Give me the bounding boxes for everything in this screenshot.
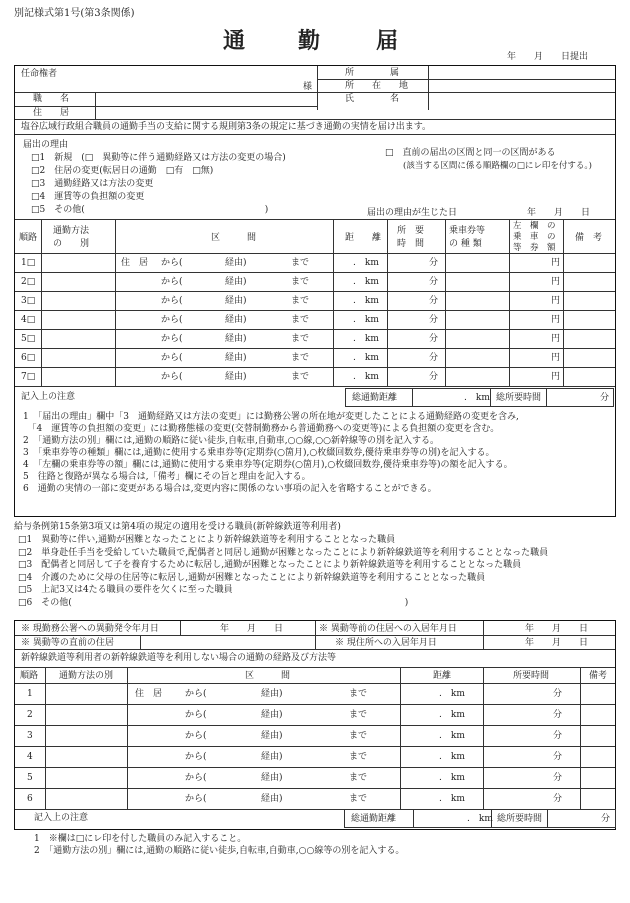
route-row-from: から( (161, 315, 183, 325)
shin-row-number: 5 (27, 773, 33, 783)
move-date-label: ※ 異動等前の住居への入居年月日 (319, 624, 457, 634)
route-row-number[interactable]: 5□ (21, 334, 36, 344)
main-form-box (14, 65, 616, 517)
shin-row-min[interactable]: 分 (553, 752, 563, 762)
total-time-value[interactable]: 分 (600, 393, 610, 403)
route-row-to: まで (291, 277, 310, 287)
route-row-line (15, 367, 615, 368)
route-row-from: から( (161, 258, 183, 268)
shinkansen-box (14, 620, 616, 830)
route-row-number[interactable]: 3□ (21, 296, 36, 306)
route-row-to: まで (291, 372, 310, 382)
shin-row-to: まで (349, 752, 368, 762)
address-label: 住 居 (33, 108, 70, 118)
shin-route-heading: 新幹線鉄道等利用者の新幹線鉄道等を利用しない場合の通勤の経路及び方法等 (21, 653, 337, 663)
shin-row-number: 6 (27, 794, 33, 804)
route-row-from: から( (161, 372, 183, 382)
header-time-1: 所 要 (397, 226, 425, 236)
shin-header-order: 順路 (20, 671, 39, 681)
reason-date-label: 届出の理由が生じた日 (367, 208, 458, 218)
route-row-via: 経由) (225, 296, 247, 306)
shin-total-distance-label: 総通勤距離 (351, 814, 397, 824)
shin-row-number: 1 (27, 689, 33, 699)
shin-row-via: 経由) (261, 689, 283, 699)
route-row-km[interactable]: . km (353, 258, 379, 268)
shin-note: 1 ※欄は□にレ印を付した職員のみ記入すること。 (34, 834, 247, 844)
route-row-to: まで (291, 353, 310, 363)
reason-4[interactable]: □4 運賃等の負担額の変更 (31, 192, 145, 202)
route-row-number[interactable]: 1□ (21, 258, 36, 268)
route-note: 6 通勤の実情の一部に変更がある場合は,変更内容に関係のない事項の記入を省略することができる。 (23, 484, 437, 494)
shin-total-time-label: 総所要時間 (497, 814, 543, 824)
shin-row-min[interactable]: 分 (553, 710, 563, 720)
sama-label: 様 (303, 82, 313, 92)
transfer-date-label: ※ 現勤務公署への異動発令年月日 (21, 624, 159, 634)
route-row-line (15, 329, 615, 330)
route-row-km[interactable]: . km (353, 296, 379, 306)
shin-row-from: から( (185, 731, 207, 741)
appointer-label: 任命権者 (21, 69, 58, 79)
shin-row-from: から( (185, 710, 207, 720)
route-row-number[interactable]: 6□ (21, 353, 36, 363)
route-row-min[interactable]: 分 (429, 296, 439, 306)
shin-row-via: 経由) (261, 731, 283, 741)
shinkansen-item[interactable]: □2 単身赴任手当を受給していた職員で,配偶者と同居し通勤が困難となったことにより新幹線鉄道等を利用することとなった職員 (18, 547, 549, 558)
route-row-km[interactable]: . km (353, 372, 379, 382)
route-row-min[interactable]: 分 (429, 315, 439, 325)
move-date-value: 年 月 日 (525, 624, 589, 634)
shin-row-line (15, 704, 615, 705)
shinkansen-item[interactable]: □6 その他( ) (18, 597, 409, 608)
shinkansen-item[interactable]: □4 介護のために父母の住居等に転居し,通勤が困難となったことにより新幹線鉄道等を利用することとなった職員 (18, 572, 486, 583)
shin-header-section: 区 間 (245, 671, 291, 681)
shin-header-remarks: 備考 (589, 671, 608, 681)
route-note: 4 「左欄の乗車券等の額」欄には,通勤に使用する乗車券等(定期券(○箇月),○枚綴回数券,優待乗車券等)の額を記入する。 (23, 460, 513, 470)
shinkansen-item[interactable]: □3 配偶者と同居して子を養育するために転居し,通勤が困難となったことにより新幹線鉄道等を利用することとなった職員 (18, 560, 522, 570)
route-note: 1 「届出の理由」欄中「3 通勤経路又は方法の変更」には勤務公署の所在地が変更したことによる通勤経路の変更を含み, (23, 412, 519, 422)
route-row-to: まで (291, 334, 310, 344)
reason-heading: 届出の理由 (23, 140, 69, 150)
shin-row-via: 経由) (261, 752, 283, 762)
route-row-from: から( (161, 353, 183, 363)
route-note: 「4 運賃等の負担額の変更」には勤務態様の変更(交替制勤務から普通勤務への変更等)による負担額の変更を含む。 (23, 424, 500, 434)
total-distance-value[interactable]: . km (464, 393, 490, 403)
route-row-via: 経由) (225, 372, 247, 382)
shin-row-km[interactable]: . km (439, 689, 465, 699)
route-row-yen[interactable]: 円 (551, 277, 561, 287)
route-row-to: まで (291, 258, 310, 268)
header-remarks: 備 考 (575, 233, 603, 243)
header-distance: 距 離 (345, 233, 382, 243)
route-row-from: から( (161, 296, 183, 306)
route-row-yen[interactable]: 円 (551, 372, 561, 382)
shin-row-number: 3 (27, 731, 33, 741)
reason-2[interactable]: □2 住居の変更(転居日の通勤 □有 □無) (31, 166, 214, 176)
route-row-yen[interactable]: 円 (551, 353, 561, 363)
same-section-note: (該当する区間に係る順路欄の□にレ印を付する。) (403, 161, 592, 171)
form-number: 別記様式第1号(第3条関係) (14, 8, 135, 19)
shin-row-km[interactable]: . km (439, 710, 465, 720)
route-note: 3 「乗車券等の種類」欄には,通勤に使用する乗車券等(定期券(○箇月),○枚綴回数券,優待乗車券等の別)を記入する。 (23, 448, 495, 458)
reason-1[interactable]: □1 新規 (□ 異動等に伴う通勤経路又は方法の変更の場合) (31, 153, 286, 163)
route-row-km[interactable]: . km (353, 277, 379, 287)
shin-row-km[interactable]: . km (439, 752, 465, 762)
header-ticket-2: の 種 類 (449, 239, 482, 249)
shinkansen-item[interactable]: □1 異動等に伴い,通勤が困難となったことにより新幹線鉄道等を利用することとなった職員 (18, 535, 396, 545)
shin-row-line (15, 767, 615, 768)
same-section-check[interactable]: □ 直前の届出の区間と同一の区間がある (385, 148, 556, 158)
shin-row-from: から( (185, 794, 207, 804)
shin-total-time-value[interactable]: 分 (601, 814, 611, 824)
route-row-number[interactable]: 2□ (21, 277, 36, 287)
shinkansen-item[interactable]: □5 上記3又は4たる職員の要件を欠くに至った職員 (18, 585, 233, 595)
shin-row-min[interactable]: 分 (553, 731, 563, 741)
shin-row-from: から( (185, 752, 207, 762)
shin-header-method: 通勤方法の別 (59, 671, 114, 681)
shin-row-from: から( (185, 773, 207, 783)
shin-row-to: まで (349, 794, 368, 804)
submission-date: 年 月 日提出 (507, 52, 589, 62)
transfer-date-value: 年 月 日 (220, 624, 284, 634)
route-row-min[interactable]: 分 (429, 258, 439, 268)
route-row-number[interactable]: 4□ (21, 315, 36, 325)
route-row-via: 経由) (225, 258, 247, 268)
shin-row-number: 4 (27, 752, 33, 762)
shin-note: 2 「通勤方法の別」欄には,通勤の順路に従い徒歩,自転車,自動車,○○線等の別を記入する。 (34, 846, 405, 856)
route-row-yen[interactable]: 円 (551, 315, 561, 325)
route-row-via: 経由) (225, 334, 247, 344)
location-label: 所 在 地 (345, 81, 409, 91)
route-row-line (15, 310, 615, 311)
total-time-label: 総所要時間 (496, 393, 542, 403)
cur-home-date-label: ※ 現住所への入居年月日 (335, 638, 437, 648)
shin-row-via: 経由) (261, 773, 283, 783)
route-row-min[interactable]: 分 (429, 353, 439, 363)
route-row-from: から( (161, 334, 183, 344)
header-fare-1: 左 欄 の (513, 221, 556, 231)
route-row-line (15, 348, 615, 349)
total-distance-label: 総通勤距離 (352, 393, 398, 403)
shin-row-to: まで (349, 689, 368, 699)
name-label: 氏 名 (345, 94, 400, 104)
shin-row-via: 経由) (261, 710, 283, 720)
header-section: 区 間 (211, 233, 257, 243)
reason-date-value: 年 月 日 (527, 208, 591, 218)
route-row-min[interactable]: 分 (429, 334, 439, 344)
reason-3[interactable]: □3 通勤経路又は方法の変更 (31, 179, 154, 189)
shin-row-to: まで (349, 773, 368, 783)
header-time-2: 時 間 (397, 239, 425, 249)
shin-row-number: 2 (27, 710, 33, 720)
shin-row-km[interactable]: . km (439, 773, 465, 783)
route-row-min[interactable]: 分 (429, 372, 439, 382)
route-note: 2 「通勤方法の別」欄には,通勤の順路に従い徒歩,自転車,自動車,○○線,○○新幹線等の別を記入する。 (23, 436, 439, 446)
shin-row-min[interactable]: 分 (553, 689, 563, 699)
shin-row-line (15, 725, 615, 726)
route-row-km[interactable]: . km (353, 353, 379, 363)
shin-header-time: 所要時間 (513, 671, 550, 681)
route-row-yen[interactable]: 円 (551, 334, 561, 344)
route-row-via: 経由) (225, 353, 247, 363)
header-method-2: の 別 (53, 239, 90, 249)
route-row-from: から( (161, 277, 183, 287)
shinkansen-heading: 給与条例第15条第3項又は第4項の規定の適用を受ける職員(新幹線鉄道等利用者) (14, 522, 341, 532)
shin-row-to: まで (349, 731, 368, 741)
prev-home-label: ※ 異動等の直前の住居 (21, 638, 114, 648)
shin-total-distance-value[interactable]: . km (467, 814, 493, 824)
header-ticket-1: 乗車券等 (449, 226, 486, 236)
route-row-yen[interactable]: 円 (551, 258, 561, 268)
shin-row-home: 住 居 (135, 689, 163, 699)
post-label: 職 名 (33, 94, 70, 104)
shin-row-from: から( (185, 689, 207, 699)
header-fare-2: 乗 車 の (513, 232, 556, 242)
belong-label: 所 属 (345, 68, 400, 78)
shin-row-km[interactable]: . km (439, 731, 465, 741)
shin-row-to: まで (349, 710, 368, 720)
header-order: 順路 (19, 233, 38, 243)
cur-home-date-value: 年 月 日 (525, 638, 589, 648)
route-row-line (15, 272, 615, 273)
totals-box (345, 388, 614, 407)
shin-header-distance: 距離 (433, 671, 452, 681)
route-row-home: 住 居 (121, 258, 149, 268)
route-row-line (15, 253, 615, 254)
shin-row-line (15, 788, 615, 789)
title-char-2: 勤 (298, 28, 323, 54)
reason-5[interactable]: □5 その他( ) (31, 205, 269, 215)
shin-totals-box (344, 809, 616, 828)
route-row-to: まで (291, 296, 310, 306)
title-char-1: 通 (223, 28, 248, 54)
title-char-3: 届 (376, 28, 401, 54)
route-row-to: まで (291, 315, 310, 325)
route-note: 5 往路と復路が異なる場合は,「備考」欄にその旨と理由を記入する。 (23, 472, 311, 482)
route-row-km[interactable]: . km (353, 315, 379, 325)
shin-row-via: 経由) (261, 794, 283, 804)
shin-row-min[interactable]: 分 (553, 794, 563, 804)
route-row-km[interactable]: . km (353, 334, 379, 344)
notes-label: 記入上の注意 (21, 392, 76, 402)
shin-row-line (15, 683, 615, 684)
header-method-1: 通勤方法 (53, 226, 90, 236)
route-row-number[interactable]: 7□ (21, 372, 36, 382)
shin-row-line (15, 746, 615, 747)
route-row-yen[interactable]: 円 (551, 296, 561, 306)
intro-text: 塩谷広域行政組合職員の通勤手当の支給に関する規則第3条の規定に基づき通勤の実情を届け出ます。 (21, 122, 432, 132)
route-row-line (15, 291, 615, 292)
route-row-via: 経由) (225, 277, 247, 287)
route-row-via: 経由) (225, 315, 247, 325)
shin-row-min[interactable]: 分 (553, 773, 563, 783)
shin-row-km[interactable]: . km (439, 794, 465, 804)
header-fare-3: 等 券 額 (513, 243, 556, 253)
route-row-min[interactable]: 分 (429, 277, 439, 287)
shin-notes-label: 記入上の注意 (34, 813, 89, 823)
